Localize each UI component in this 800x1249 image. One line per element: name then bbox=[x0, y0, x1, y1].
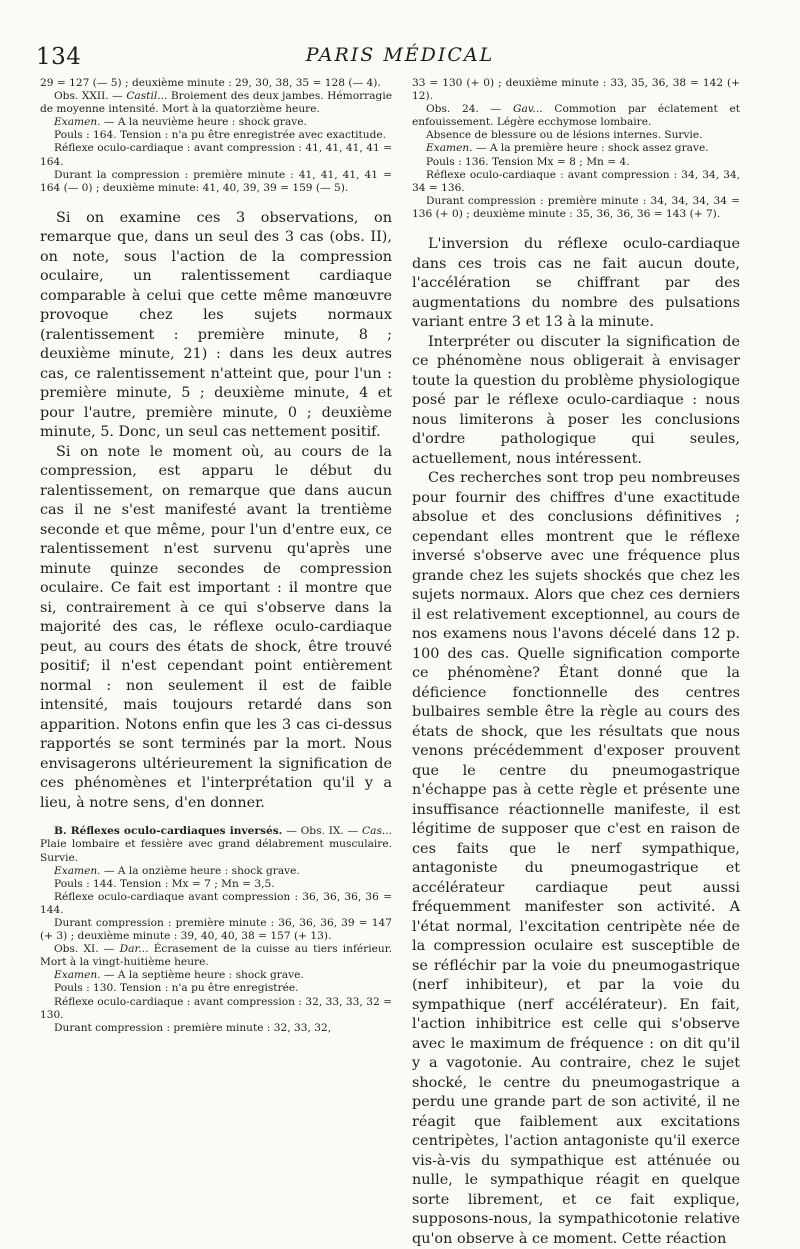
obs-xi-examen bbox=[40, 969, 392, 982]
obs-xxii-examen bbox=[40, 116, 392, 129]
obs-xi-label: Obs. XI. — bbox=[54, 943, 115, 956]
obs-xxii-name: Castil... bbox=[126, 90, 168, 103]
obs-24-heading bbox=[412, 103, 740, 129]
obs-ix-pouls: Pouls : 144. Tension : Mx = 7 ; Mn = 3,5. bbox=[54, 877, 275, 890]
obs-xi-examen-text: — A la septième heure : shock grave. bbox=[103, 969, 304, 982]
body-paragraph: Si on note le moment où, au cours de la compression, est apparu le début du ralentissement, on remarque que dans aucun cas il ne s'est manifesté avant la trentième seconde et que même, pour l'un d'entre eux, ce ralentissement n'est survenu qu'après une minute quinze secondes de compression oculaire. Ce fait est important : il montre que si, contrairement à ce qui s'observe dans la majorité des cas, le réflexe oculo-cardiaque peut, au cours des états de shock, être trouvé positif; il n'est cependant point entièrement normal : non seulement il est de faible intensité, mais toujours retardé dans son apparition. Notons enfin que les 3 cas ci-dessus rapportés se sont terminés par la mort. Nous envisagerons ultérieurement la signification de ces phénomènes et l'interprétation qu'il y a lieu, à notre sens, d'en donner. bbox=[40, 443, 392, 811]
section-b-title: B. Réflexes oculo-cardiaques inversés. bbox=[54, 825, 283, 838]
body-paragraph: Ces recherches sont trop peu nombreuses pour fournir des chiffres d'une exactitude absolue et des conclusions définitives ; cependant elles montrent que le réflexe inversé s'observe avec une fréquence plus grande chez les sujets shockés que chez les sujets normaux. Alors que chez ces derniers il est relativement exceptionnel, au cours de nos examens nous l'avons décelé dans 12 p. 100 des cas. Quelle signification comporte ce phénomène? Étant donné que la déficience fonctionnelle des centres bulbaires semble être la règle au cours des états de shock, que les résultats que nous venons précédemment d'exposer prouvent que le centre du pneumogastrique n'échappe pas à cette règle et présente une insuffisance réactionnelle manifeste, il est légitime de supposer que c'est en raison de ces faits que le nerf sympathique, antagoniste du pneumogastrique et accélérateur cardiaque peut aussi fréquemment manifester son activité. A l'état normal, l'excitation centripète née de la compression oculaire est susceptible de se réfléchir par la voie du pneumogastrique (nerf inhibiteur), et par la voie du sympathique (nerf accélérateur). En fait, l'action inhibitrice est celle qui s'observe avec le maximum de fréquence : on dit qu'il y a vagotonie. Au contraire, chez le sujet shocké, le centre du pneumogastrique a perdu une grande part de son activité, il ne réagit que faiblement aux excitations centripètes, l'action antagoniste qu'il exerce vis-à-vis du sympathique est atténuée ou nulle, le sympathique réagit en quelque sorte librement, et ce fait explique, supposons-nous, la sympathicotonie relative qu'on observe à ce moment. Cette réaction bbox=[412, 470, 740, 1247]
obs-24-pouls: Pouls : 136. Tension Mx = 8 ; Mn = 4. bbox=[426, 155, 630, 168]
obs-xxii-durant: Durant la compression : première minute : 41, 41, 41, 41 = 164 (— 0) ; deuxième minute: 41, 40, 39, 39 = 159 (— 5). bbox=[40, 168, 392, 194]
obs-24-label: Obs. 24. — bbox=[426, 103, 502, 116]
obs-xi-text: Écrasement de la cuisse au tiers inférieur. Mort à la vingt-huitième heure. bbox=[40, 943, 392, 969]
section-b-heading bbox=[40, 825, 392, 864]
obs-24-reflexe: Réflexe oculo-cardiaque : avant compression : 34, 34, 34, 34 = 136. bbox=[412, 168, 740, 194]
obs-24-examen-text: — A la première heure : shock assez grave. bbox=[475, 142, 709, 155]
obs-xi-examen-label: Examen. bbox=[54, 969, 101, 982]
obs-ix-examen bbox=[40, 865, 392, 878]
obs-24-text: Commotion par éclatement et enfouissement. Légère ecchymose lombaire. bbox=[412, 103, 740, 129]
page-number: 134 bbox=[36, 44, 82, 70]
obs-24-examen-label: Examen. bbox=[426, 142, 473, 155]
obs-xxi-continued: 29 = 127 (— 5) ; deuxième minute : 29, 30, 38, 35 = 128 (— 4). bbox=[40, 77, 381, 89]
obs-xxii-pouls: Pouls : 164. Tension : n'a pu être enregistrée avec exactitude. bbox=[54, 129, 387, 142]
journal-title: PARIS MÉDICAL bbox=[305, 44, 495, 66]
obs-ix-text: Plaie lombaire et fessière avec grand délabrement musculaire. Survie. bbox=[40, 838, 392, 864]
obs-xxii-examen-label: Examen. bbox=[54, 116, 101, 129]
obs-xxii-text: Broiement des deux jambes. Hémorragie de moyenne intensité. Mort à la quatorzième heure. bbox=[40, 90, 392, 116]
obs-ix-label: — Obs. IX. bbox=[286, 825, 344, 838]
body-paragraph: Si on examine ces 3 observations, on remarque que, dans un seul des 3 cas (obs. II), on note, sous l'action de la compression oculaire, un ralentissement cardiaque comparable à celui que cette même manœuvre provoque chez les sujets normaux (ralentissement : première minute, 8 ; deuxième minute, 21) : dans les deux autres cas, ce ralentissement n'atteint que, pour l'un : première minute, 5 ; deuxième minute, 4 et pour l'autre, première minute, 0 ; deuxième minute, 5. Donc, un seul cas nettement positif. bbox=[40, 209, 392, 441]
obs-xi-heading bbox=[40, 943, 392, 969]
obs-xxii-examen-text: — A la neuvième heure : shock grave. bbox=[103, 116, 307, 129]
obs-24-durant: Durant compression : première minute : 34, 34, 34, 34 = 136 (+ 0) ; deuxième minute : 35, 36, 36, 36 = 143 (+ 7). bbox=[412, 194, 740, 220]
obs-xxii-reflexe: Réflexe oculo-cardiaque : avant compression : 41, 41, 41, 41 = 164. bbox=[40, 142, 392, 168]
obs-ix-examen-label: Examen. bbox=[54, 864, 101, 877]
obs-24-examen bbox=[412, 142, 740, 155]
right-column bbox=[412, 77, 740, 1249]
obs-xi-pouls: Pouls : 130. Tension : n'a pu être enregistrée. bbox=[54, 982, 299, 995]
left-column bbox=[40, 77, 392, 1035]
obs-xi-name: Dar... bbox=[119, 943, 149, 956]
obs-xi-durant: Durant compression : première minute : 32, 33, 32, bbox=[54, 1021, 332, 1034]
obs-ix-durant: Durant compression : première minute : 36, 36, 36, 39 = 147 (+ 3) ; deuxième minute : 39, 40, 40, 38 = 157 (+ 13). bbox=[40, 917, 392, 943]
obs-xi-reflexe: Réflexe oculo-cardiaque : avant compression : 32, 33, 33, 32 = 130. bbox=[40, 995, 392, 1021]
body-paragraph: L'inversion du réflexe oculo-cardiaque dans ces trois cas ne fait aucun doute, l'accélération se chiffrant par des augmentations du nombre des pulsations variant entre 3 et 13 à la minute. bbox=[412, 236, 740, 331]
obs-ix-examen-text: — A la onzième heure : shock grave. bbox=[103, 864, 300, 877]
obs-ix-name: — Cas... bbox=[347, 825, 392, 838]
obs-xxii-label: Obs. XXII. — bbox=[54, 90, 123, 103]
obs-24-absence: Absence de blessure ou de lésions internes. Survie. bbox=[426, 129, 703, 142]
obs-ix-reflexe: Réflexe oculo-cardiaque avant compression : 36, 36, 36, 36 = 144. bbox=[40, 890, 392, 916]
obs-xi-continued: 33 = 130 (+ 0) ; deuxième minute : 33, 35, 36, 38 = 142 (+ 12). bbox=[412, 77, 740, 103]
obs-xxii-heading bbox=[40, 90, 392, 116]
body-paragraph: Interpréter ou discuter la signification de ce phénomène nous obligerait à envisager toute la question du problème physiologique posé par le réflexe oculo-cardiaque : nous nous limiterons à poser les conclusions d'ordre pathologique qui seules, actuellement, nous intéressent. bbox=[412, 333, 740, 467]
obs-24-name: Gav... bbox=[513, 103, 543, 116]
